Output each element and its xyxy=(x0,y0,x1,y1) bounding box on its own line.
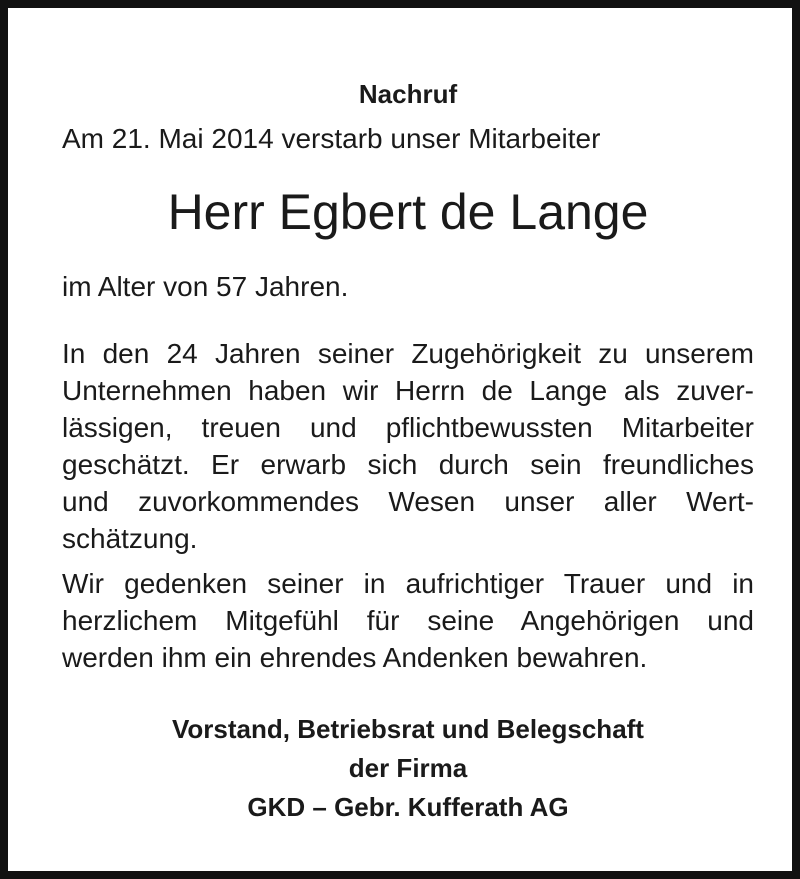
condolence-line: herzlichem Mitgefühl für seine Angehörigen und xyxy=(62,605,754,636)
tribute-line: In den 24 Jahren seiner Zugehörigkeit zu unserem xyxy=(62,338,754,369)
company-name: GKD – Gebr. Kufferath AG xyxy=(247,792,569,822)
notice-intro: Am 21. Mai 2014 verstarb unser Mitarbeiter xyxy=(62,123,601,154)
tribute-line: schätzung. xyxy=(62,523,198,554)
tribute-paragraph xyxy=(62,335,754,557)
tribute-line: lässigen, treuen und pflichtbewussten Mitarbeiter xyxy=(62,412,754,443)
signature-line: der Firma xyxy=(348,753,468,783)
tribute-line: Unternehmen haben wir Herrn de Lange als zuver- xyxy=(62,375,754,406)
deceased-name: Herr Egbert de Lange xyxy=(167,184,649,240)
condolence-line: Wir gedenken seiner in aufrichtiger Trauer und in xyxy=(62,568,754,599)
condolence-paragraph xyxy=(62,565,754,676)
tribute-line: und zuvorkommendes Wesen unser aller Wert- xyxy=(62,486,754,517)
notice-heading: Nachruf xyxy=(358,79,458,109)
tribute-line: geschätzt. Er erwarb sich durch sein freundliches xyxy=(62,449,754,480)
condolence-line: werden ihm ein ehrendes Andenken bewahren. xyxy=(62,642,648,673)
deceased-age: im Alter von 57 Jahren. xyxy=(62,271,349,302)
signature-line: Vorstand, Betriebsrat und Belegschaft xyxy=(172,714,644,744)
signature-block xyxy=(62,710,754,827)
